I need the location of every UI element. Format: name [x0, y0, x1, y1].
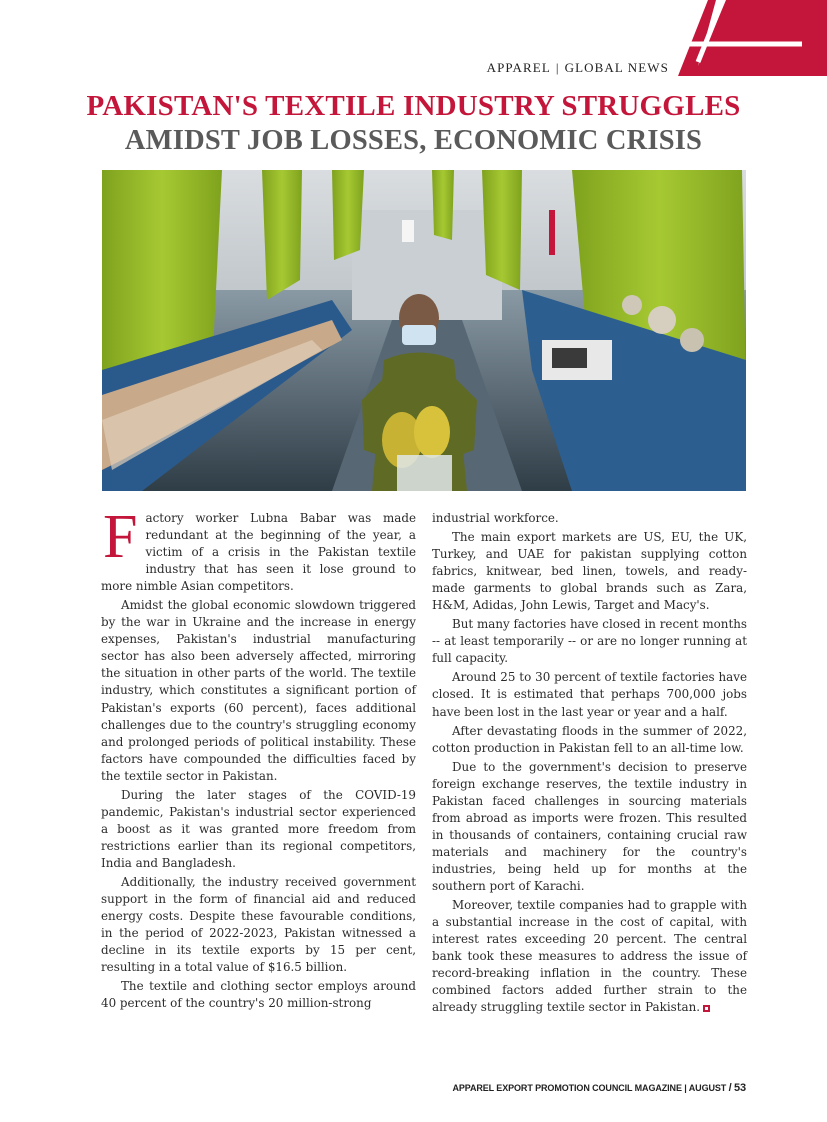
paragraph-continuation: industrial workforce.	[432, 511, 559, 525]
end-mark-icon	[703, 1005, 710, 1012]
section-label: APPAREL	[486, 60, 551, 75]
subsection-label: GLOBAL NEWS	[564, 60, 669, 75]
issue-month: AUGUST	[688, 1083, 727, 1093]
article-column-left	[101, 503, 416, 1014]
paragraph	[101, 503, 416, 595]
article-headline	[0, 90, 827, 157]
section-separator: |	[555, 60, 560, 75]
footer-slash: /	[728, 1082, 732, 1094]
footer-separator: |	[684, 1083, 687, 1093]
page-footer	[452, 1082, 746, 1094]
headline-line-1: PAKISTAN'S TEXTILE INDUSTRY STRUGGLES	[86, 90, 741, 122]
paragraph: Additionally, the industry received government support in the form of financial aid and reduced energy costs. Despite these favourable conditions, in the period of 2022-2023, Pakistan witnessed a decline in its textile exports by 15 per cent, resulting in a total value of $16.5 billion.	[101, 874, 416, 975]
paragraph: Due to the government's decision to preserve foreign exchange reserves, the textile industry in Pakistan faced challenges in sourcing materials from abroad as imports were frozen. This resulted in thousands of containers, containing crucial raw materials and machinery for the country's industries, being held up for months at the southern port of Karachi.	[432, 759, 747, 893]
page-number: 53	[733, 1082, 746, 1094]
paragraph-text: actory worker Lubna Babar was made redundant at the beginning of the year, a victim of a crisis in the Pakistan textile industry that has seen it lose ground to more nimble Asian competitors.	[101, 511, 416, 594]
paragraph: Around 25 to 30 percent of textile factories have closed. It is estimated that perhaps 700,000 jobs have been lost in the last year or year and a half.	[432, 670, 747, 719]
magazine-name: APPAREL EXPORT PROMOTION COUNCIL MAGAZINE	[452, 1083, 682, 1093]
section-tag	[487, 60, 669, 76]
a-letter-logo-icon	[676, 0, 827, 76]
textile-factory-photo	[102, 170, 746, 491]
paragraph: After devastating floods in the summer of 2022, cotton production in Pakistan fell to an all-time low.	[432, 723, 747, 755]
paragraph: Amidst the global economic slowdown triggered by the war in Ukraine and the increase in energy expenses, Pakistan's industrial manufacturing sector has also been adversely affected, mirroring the situation in other parts of the world. The textile industry, which constitutes a significant portion of Pakistan's exports (60 percent), faces additional challenges due to the country's struggling economy and prolonged periods of political instability. These factors have compounded the difficulties faced by the textile sector in Pakistan.	[101, 598, 416, 783]
paragraph	[432, 897, 747, 1016]
headline-line-2: AMIDST JOB LOSSES, ECONOMIC CRISIS	[124, 125, 703, 156]
paragraph: During the later stages of the COVID-19 pandemic, Pakistan's industrial sector experienced a boost as it was granted more freedom from restrictions earlier than its regional competitors, India and Bangladesh.	[101, 787, 416, 870]
drop-cap: F	[103, 503, 138, 571]
paragraph: But many factories have closed in recent months -- at least temporarily -- or are no longer running at full capacity.	[432, 617, 747, 666]
paragraph: The textile and clothing sector employs around 40 percent of the country's 20 million-strong	[101, 979, 416, 1011]
paragraph-text: Moreover, textile companies had to grapple with a substantial increase in the cost of capital, with interest rates exceeding 20 percent. The central bank took these measures to address the issue of record-breaking inflation in the country. These combined factors added further strain to the already struggling textile sector in Pakistan.	[432, 898, 747, 1015]
article-column-right	[432, 510, 747, 1018]
paragraph: The main export markets are US, EU, the UK, Turkey, and UAE for pakistan supplying cotton fabrics, knitwear, bed linen, towels, and ready-made garments to global brands such as Zara, H&M, Adidas, John Lewis, Target and Macy's.	[432, 530, 747, 613]
